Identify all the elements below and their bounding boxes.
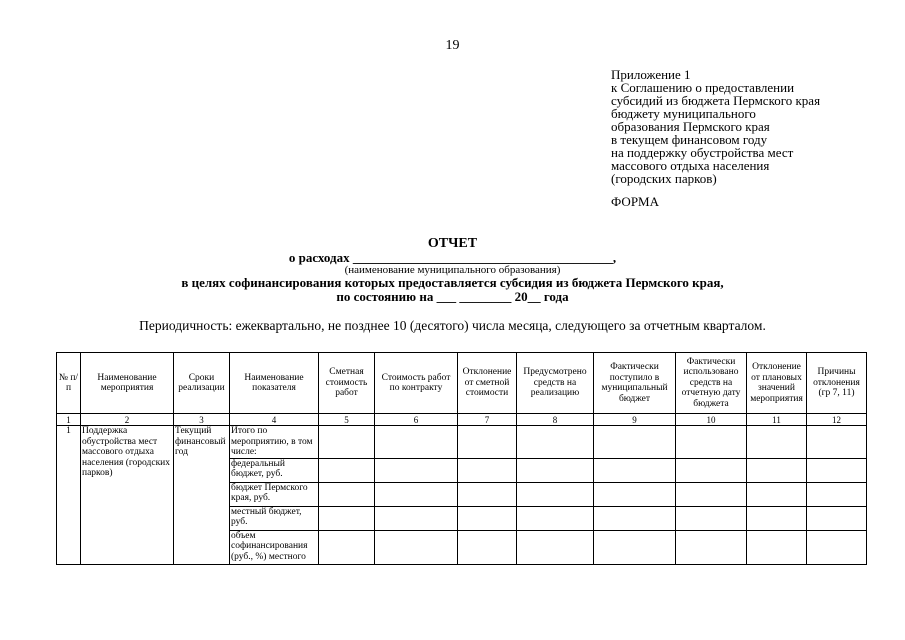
column-number: 12	[807, 414, 867, 426]
appendix-note	[611, 68, 820, 185]
header-cell: Фактически использовано средств на отчетную дату бюджета	[676, 353, 747, 414]
header-cell: Отклонение от плановых значений мероприятия	[747, 353, 807, 414]
appendix-line: бюджету муниципального	[611, 106, 756, 121]
date-line: по состоянию на ___ ________ 20__ года	[336, 289, 569, 304]
header-cell: Отклонение от сметной стоимости	[458, 353, 517, 414]
column-number: 6	[375, 414, 458, 426]
indicator-cell: Итого по мероприятию, в том числе:	[230, 426, 319, 459]
event-name: Поддержка обустройства мест массового отдыха населения (городских парков)	[81, 426, 174, 565]
indicator-cell: бюджет Пермского края, руб.	[230, 482, 319, 506]
column-number: 9	[594, 414, 676, 426]
header-cell: Сроки реализации	[174, 353, 230, 414]
table-header-row	[57, 353, 867, 414]
column-number: 2	[81, 414, 174, 426]
column-number: 8	[517, 414, 594, 426]
table-row	[57, 426, 867, 459]
purpose-line: в целях софинансирования которых предоставляется субсидия из бюджета Пермского края,	[181, 275, 724, 290]
column-number: 1	[57, 414, 81, 426]
indicator-cell: объем софинансирования (руб., %) местного	[230, 530, 319, 564]
indicator-cell: федеральный бюджет, руб.	[230, 458, 319, 482]
header-cell: Предусмотрено средств на реализацию	[517, 353, 594, 414]
header-cell: Наименование мероприятия	[81, 353, 174, 414]
appendix-line: на поддержку обустройства мест	[611, 145, 794, 160]
appendix-line: образования Пермского края	[611, 119, 770, 134]
column-number: 3	[174, 414, 230, 426]
appendix-line: к Соглашению о предоставлении	[611, 80, 795, 95]
column-number-row	[57, 414, 867, 426]
report-title-block	[0, 236, 905, 304]
column-number: 10	[676, 414, 747, 426]
column-number: 4	[230, 414, 319, 426]
report-table	[56, 352, 867, 565]
column-number: 7	[458, 414, 517, 426]
header-cell: Наименование показателя	[230, 353, 319, 414]
form-label: ФОРМА	[611, 194, 659, 209]
appendix-line: в текущем финансовом году	[611, 132, 768, 147]
appendix-line: (городских парков)	[611, 171, 717, 186]
header-cell: Сметная стоимость работ	[319, 353, 375, 414]
header-cell: Причины отклонения (гр 7, 11)	[807, 353, 867, 414]
appendix-line: массового отдыха населения	[611, 158, 770, 173]
page-number: 19	[445, 38, 460, 53]
header-cell: Стоимость работ по контракту	[375, 353, 458, 414]
appendix-line: Приложение 1	[611, 67, 691, 82]
indicator-cell: местный бюджет, руб.	[230, 506, 319, 530]
implementation-period: Текущий финансовый год	[174, 426, 230, 565]
report-title: ОТЧЕТ	[427, 236, 478, 251]
column-number: 5	[319, 414, 375, 426]
municipality-hint: (наименование муниципального образования)	[344, 264, 561, 276]
periodicity-text: Периодичность: ежеквартально, не позднее 10 (десятого) числа месяца, следующего за отчетным кварталом.	[139, 318, 766, 333]
appendix-line: субсидий из бюджета Пермского края	[611, 93, 821, 108]
expenses-line: о расходах ________________________________________,	[288, 250, 617, 265]
column-number: 11	[747, 414, 807, 426]
header-cell: Фактически поступило в муниципальный бюджет	[594, 353, 676, 414]
row-number: 1	[57, 426, 81, 565]
header-cell: № п/п	[57, 353, 81, 414]
